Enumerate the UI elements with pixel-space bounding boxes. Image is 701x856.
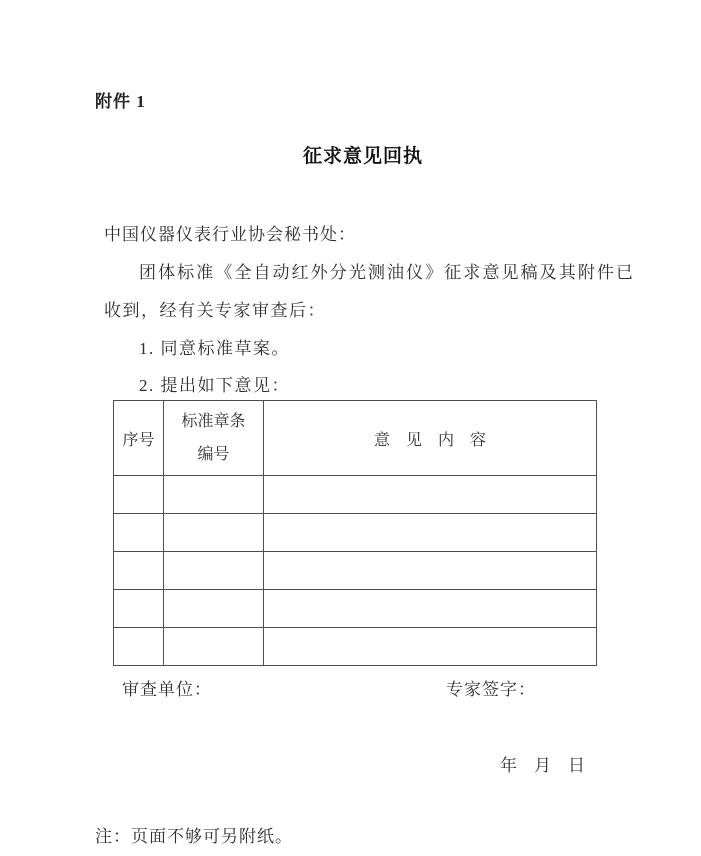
table-empty-cell bbox=[164, 514, 264, 552]
header-comment-content: 意 见 内 容 bbox=[264, 401, 597, 476]
expert-signature-label: 专家签字： bbox=[446, 680, 536, 699]
table-empty-cell bbox=[114, 590, 164, 628]
body-paragraph-line-1: 团体标准《全自动红外分光测油仪》征求意见稿及其附件已 bbox=[139, 263, 633, 282]
table-empty-cell bbox=[264, 514, 597, 552]
table-empty-row bbox=[114, 476, 597, 514]
review-unit-label: 审查单位： bbox=[122, 680, 212, 699]
table-empty-cell bbox=[114, 476, 164, 514]
header-standard-clause-line-1: 标准章条 bbox=[181, 413, 246, 430]
page-title: 征求意见回执 bbox=[302, 146, 423, 167]
date-line: 年 月 日 bbox=[500, 756, 585, 775]
header-serial-number: 序号 bbox=[114, 401, 164, 476]
footnote: 注：页面不够可另附纸。 bbox=[95, 827, 293, 846]
table-empty-row bbox=[114, 628, 597, 666]
comment-table-body bbox=[114, 476, 597, 666]
table-empty-cell bbox=[164, 476, 264, 514]
table-header-row bbox=[114, 401, 597, 476]
table-empty-cell bbox=[264, 628, 597, 666]
table-empty-cell bbox=[114, 514, 164, 552]
table-empty-cell bbox=[164, 552, 264, 590]
header-standard-clause-number bbox=[164, 401, 264, 476]
comment-table bbox=[113, 400, 597, 666]
list-item-propose-comments: 2. 提出如下意见： bbox=[139, 376, 290, 395]
table-empty-row bbox=[114, 590, 597, 628]
table-empty-cell bbox=[114, 628, 164, 666]
salutation-line: 中国仪器仪表行业协会秘书处： bbox=[104, 225, 356, 244]
table-empty-row bbox=[114, 552, 597, 590]
body-paragraph-line-2: 收到，经有关专家审查后： bbox=[104, 301, 326, 320]
table-empty-cell bbox=[114, 552, 164, 590]
table-empty-cell bbox=[264, 476, 597, 514]
attachment-label: 附件 1 bbox=[95, 92, 146, 111]
table-empty-row bbox=[114, 514, 597, 552]
comment-table-header bbox=[114, 401, 597, 476]
table-empty-cell bbox=[164, 590, 264, 628]
table-empty-cell bbox=[164, 628, 264, 666]
table-empty-cell bbox=[264, 590, 597, 628]
table-empty-cell bbox=[264, 552, 597, 590]
list-item-agree-draft: 1. 同意标准草案。 bbox=[139, 339, 290, 358]
header-standard-clause-line-2: 编号 bbox=[197, 446, 230, 463]
